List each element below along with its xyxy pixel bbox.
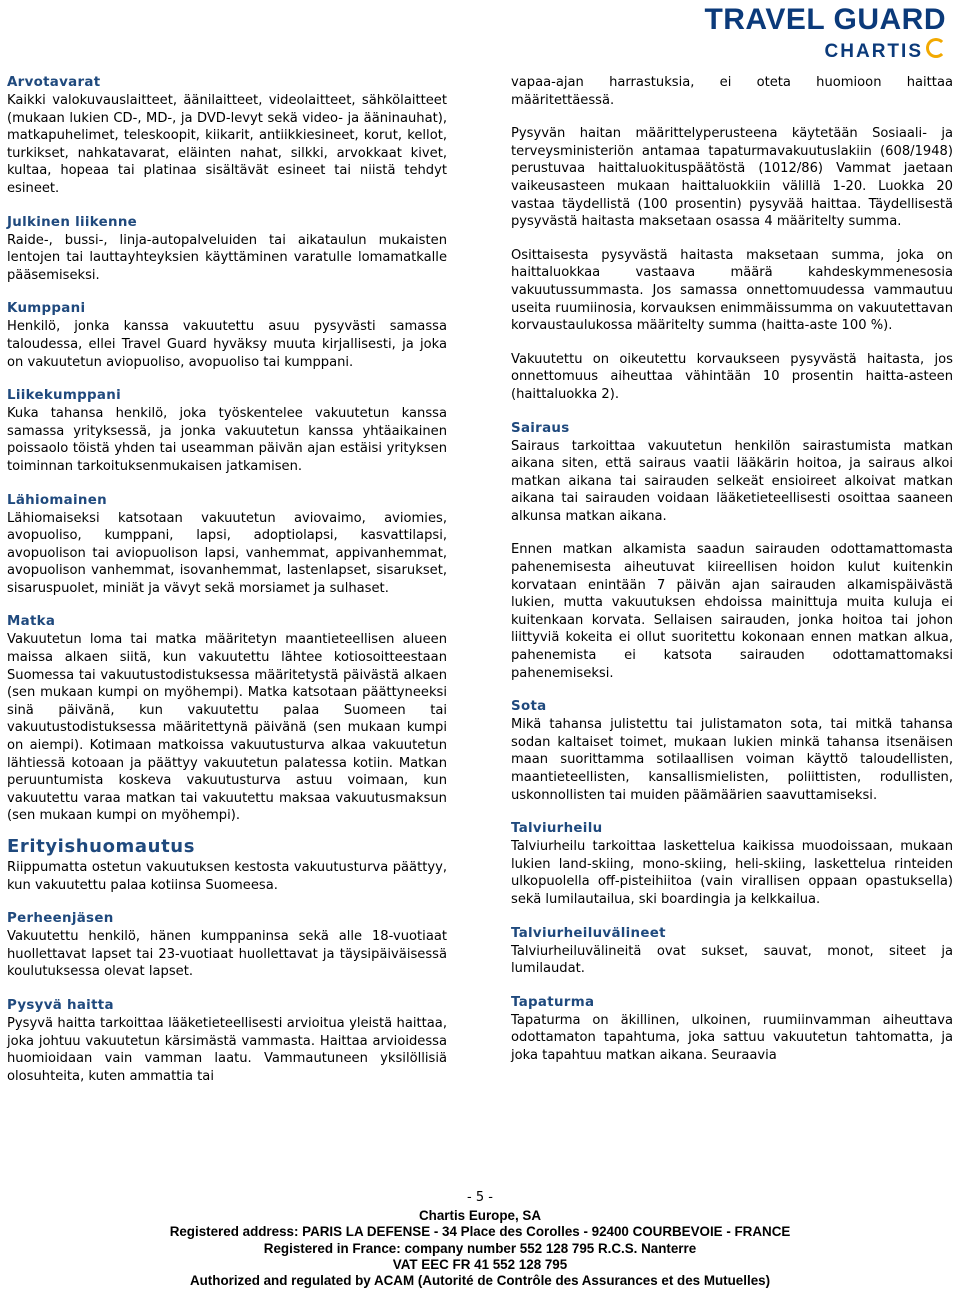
footer-vat: VAT EEC FR 41 552 128 795 <box>392 1256 568 1272</box>
special-heading: Erityishuomautus <box>7 836 196 857</box>
footer <box>0 1208 960 1289</box>
section-text: Tapaturma on äkillinen, ulkoinen, ruumiinvamman aiheuttava odottamaton tapahtuma, joka sattuu vakuutetun tahtomatta, ja joka tapahtuu matkan aikana. Seuraavia <box>511 1012 953 1063</box>
section-arvotavarat <box>7 74 447 198</box>
section-talviurheilu <box>511 820 953 908</box>
section-heading: Tapaturma <box>511 994 595 1010</box>
special-text: Riippumatta ostetun vakuutuksen kestosta vakuutusturva päättyy, kun vakuutettu palaa kotiinsa Suomeesa. <box>7 860 447 893</box>
section-julkinen-liikenne <box>7 214 447 285</box>
section-text: Osittaisesta pysyvästä haitasta maksetaan summa, joka on haittaluokkaa vastaava määrä kahdeskymmenesosia vakuutussummasta. Jos samassa onnettomuudessa vammautuu useita ruumiinosia, korvauksen enimmäissumma on vakuutettavan korvaustaulukossa määritelty summa (haitta-aste 100 %). <box>511 247 953 334</box>
section-matka <box>7 613 447 825</box>
section-text: Lähiomaiseksi katsotaan vakuutetun aviovaimo, aviomies, avopuoliso, kumppani, lapsi, adoptiolapsi, kasvattilapsi, avopuolison tai aviopuolison lapsi, vanhemmat, appivanhemmat, avopuolison vanhemmat, isovanhemmat, lastenlapset, sisarukset, sisaruspuolet, miniät ja vävyt sekä morsiamet ja sulhaset. <box>7 510 447 596</box>
brand-logo <box>704 4 946 63</box>
chartis-mark-icon <box>926 38 946 58</box>
section-heading: Kumppani <box>7 301 86 317</box>
footer-authorized: Authorized and regulated by ACAM (Autorité de Contrôle des Assurances et des Mutuelles) <box>189 1273 771 1289</box>
section-erityishuomautus <box>7 835 447 894</box>
left-column <box>7 74 447 1101</box>
section-heading: Pysyvä haitta <box>7 997 114 1013</box>
brand-sub <box>704 38 946 63</box>
section-heading: Sota <box>511 699 547 715</box>
section-text: Kaikki valokuvauslaitteet, äänilaitteet, videolaitteet, sähkölaitteet (mukaan lukien CD-, MD-, ja DVD-levyt sekä video- ja ääninauhat), matkapuhelimet, teleskoopit, kiikarit, antiikkiesineet, korut, kellot, turkikset, nahkatavarat, eläinten nahat, silkki, arvokkaat kivet, kultaa, hopeaa tai platinaa sisältävät esineet tai niistä tehdyt esineet. <box>7 93 447 196</box>
section-liikekumppani <box>7 387 447 475</box>
section-sota <box>511 698 953 804</box>
footer-company: Chartis Europe, SA <box>418 1208 542 1223</box>
section-text: Pysyvän haitan määrittelyperusteena käytetään Sosiaali- ja terveysministeriön antamaa tapaturmavakuutuslakiin (608/1948) perustuvaa haittaluokituspäätöstä (1012/86) Vammat jaetaan vaikeusasteen mukaan haittaluokkiin välillä 1-20. Luokka 20 vastaa täydellistä (100 prosentin) pysyvää haittaa. Täydellisestä pysyvästä haitasta maksetaan osassa 4 määritelty summa. <box>511 126 953 230</box>
section-text: Mikä tahansa julistettu tai julistamaton sota, tai mitkä tahansa sodan kaltaiset toimet, mukaan lukien minkä tahansa itsenäisen maan suorittamma sotilaallisen voiman käyttö taloudellisten, maantieteellisten, kansallismielisten, poliittisten, rodullisten, uskonnollisten tai muiden päämäärien saavuttamiseksi. <box>511 717 953 803</box>
section-pysyva-haitta-cont <box>511 74 953 404</box>
section-pysyva-haitta <box>7 997 447 1085</box>
section-lahiomainen <box>7 492 447 598</box>
section-text: Pysyvä haitta tarkoittaa lääketieteellisesti arvioitua yleistä haittaa, joka johtuu vakuutetun kärsimästä vammasta. Haittaa arvioidessa huomioidaan vain vamman laatu. Vammautuneen yksilöllisiä olosuhteita, kuten ammattia tai <box>7 1015 447 1084</box>
section-text: Vakuutettu on oikeutettu korvaukseen pysyvästä haitasta, jos onnettomuus aiheuttaa vähintään 10 prosentin haitta-asteen (haittaluokka 2). <box>511 351 953 402</box>
section-perheenjasen <box>7 910 447 981</box>
section-heading: Talviurheiluvälineet <box>511 925 666 941</box>
section-text: Ennen matkan alkamista saadun sairauden odottamattomasta pahenemisesta aiheutuvat kiireellisen hoidon kulut kuitenkin korvataan enintään 7 päivän ajan sairauden alkamispäivästä lukien, mutta vakuutuksen ehdoissa mainittuja muita kuluja ei kuitenkaan korvata. Sellaisen sairauden, jonka hoitoa tai johon liittyviä kokeita ei ollut suoritettu kokonaan ennen matkan alkua, pahenemista ei katsota sairauden odottamattomaksi pahenemiseksi. <box>511 542 953 681</box>
section-text: Vakuutetun loma tai matka määritetyn maantieteellisen alueen maissa alkaen siitä, kun vakuutettu lähtee kotiosoitteestaan Suomessa tai vakuutustodistuksessa määritetystä päivästä alkaen (sen mukaan kumpi on myöhempi). Matka katsotaan päättyneeksi sinä päivänä, kun vakuutettu palaa Suomeen tai vakuutustodistuksessa määritettynä päivänä (sen mukaan kumpi on aiempi). Kotimaan matkoissa vakuutusturva alkaa vakuutetun lähtiessä kotoaan ja päättyy vakuutetun palatessa kotiin. Matkan peruuntumista koskeva vakuutusturva astuu voimaan, kun vakuutettu varaa matkan tai vakuutettu maksaa vakuutusmaksun (sen mukaan kumpi on myöhempi). <box>7 632 447 824</box>
section-text: Talviurheilu tarkoittaa laskettelua kaikissa muodoissaan, mukaan lukien land-skiing, mono-skiing, heli-skiing, laskettelua rinteiden ulkopuolella off-pisteihiitoa (vain virallisen oppaan opastuksella) sekä lumilautailua, ski boardingia ja kelkkailua. <box>511 839 953 907</box>
brand-name: TRAVEL GUARD <box>704 3 946 36</box>
section-tapaturma <box>511 994 953 1065</box>
brand-chartis: CHARTIS <box>824 41 923 62</box>
section-sairaus <box>511 420 953 683</box>
page-number: - 5 - <box>467 1190 493 1205</box>
section-text: Talviurheiluvälineitä ovat sukset, sauvat, monot, siteet ja lumilaudat. <box>511 943 953 977</box>
section-heading: Lähiomainen <box>7 492 107 508</box>
section-text: Sairaus tarkoittaa vakuutetun henkilön sairastumista matkan aikana siten, että sairaus vaatii lääkärin hoitoa, ja sairaus alkoi matkan aikana tai sairauden selkeät ensioireet alkoivat matkan aikana tai sairauden voidaan lääketieteellisesti osoittaa saaneen alkunsa matkan aikana. <box>511 438 953 524</box>
section-heading: Julkinen liikenne <box>7 214 138 230</box>
section-text: vapaa-ajan harrastuksia, ei oteta huomioon haittaa määritettäessä. <box>511 75 953 108</box>
section-kumppani <box>7 300 447 371</box>
section-heading: Sairaus <box>511 420 570 436</box>
section-text: Kuka tahansa henkilö, joka työskentelee vakuutetun kanssa samassa yrityksessä, ja jonka vakuutetun kanssa yhtäaikainen poissaolo töistä yhden tai useamman päivän ajan estäisi yrityksen toiminnan tarkoituksenmukaisen jatkamisen. <box>7 406 447 474</box>
section-text: Vakuutettu henkilö, hänen kumppaninsa sekä alle 18-vuotiaat huollettavat lapset tai 23-vuotiaat huollettavat ja täysipäiväisessä koulutuksessa olevat lapset. <box>7 929 447 980</box>
section-talviurheiluvalineet <box>511 925 953 978</box>
section-heading: Arvotavarat <box>7 75 101 90</box>
footer-address: Registered address: PARIS LA DEFENSE - 34 Place des Corolles - 92400 COURBEVOIE - FRANCE <box>169 1224 791 1240</box>
right-column <box>511 74 953 1081</box>
section-heading: Perheenjäsen <box>7 911 114 927</box>
section-text: Henkilö, jonka kanssa vakuutettu asuu pysyvästi samassa taloudessa, ellei Travel Guard hyväksy muuta kirjallisesti, ja joka on vakuutetun aviopuoliso, avopuoliso tai kumppani. <box>7 319 447 370</box>
section-heading: Liikekumppani <box>7 388 121 404</box>
section-heading: Matka <box>7 614 56 630</box>
section-text: Raide-, bussi-, linja-autopalveluiden tai aikataulun mukaisten lentojen tai lauttayhteyksien käyttäminen varatulle lomamatkalle pääsemiseksi. <box>7 232 447 283</box>
section-heading: Talviurheilu <box>511 821 603 837</box>
footer-registration: Registered in France: company number 552 128 795 R.C.S. Nanterre <box>263 1240 697 1256</box>
